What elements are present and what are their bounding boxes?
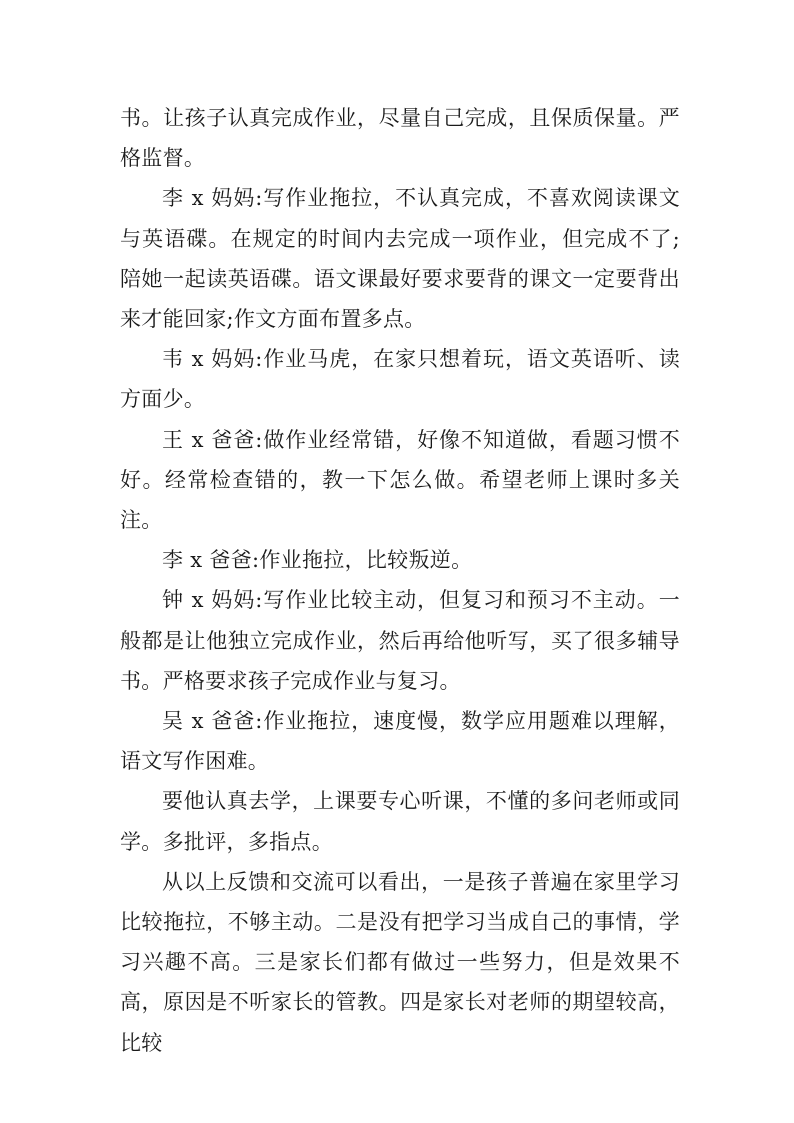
paragraph-4: 王 x 爸爸:做作业经常错，好像不知道做，看题习惯不好。经常检查错的，教一下怎么做。希望老师上课时多关注。 (120, 427, 680, 533)
document-body (120, 98, 680, 1063)
paragraph-2: 李 x 妈妈:写作业拖拉，不认真完成，不喜欢阅读课文与英语碟。在规定的时间内去完成一项作业，但完成不了;陪她一起读英语碟。语文课最好要求要背的课文一定要背出来才能回家;作文方面布置多点。 (120, 186, 680, 332)
paragraph-7: 吴 x 爸爸:作业拖拉，速度慢，数学应用题难以理解，语文写作困难。 (120, 709, 680, 774)
paragraph-9: 从以上反馈和交流可以看出，一是孩子普遍在家里学习比较拖拉，不够主动。二是没有把学习当成自己的事情，学习兴趣不高。三是家长们都有做过一些努力，但是效果不高，原因是不听家长的管教。四是家长对老师的期望较高，比较 (120, 869, 680, 1055)
paragraph-8: 要他认真去学，上课要专心听课，不懂的多问老师或同学。多批评，多指点。 (120, 789, 680, 854)
paragraph-3: 韦 x 妈妈:作业马虎，在家只想着玩，语文英语听、读方面少。 (120, 347, 680, 412)
paragraph-5: 李 x 爸爸:作业拖拉，比较叛逆。 (162, 548, 473, 573)
paragraph-6: 钟 x 妈妈:写作业比较主动，但复习和预习不主动。一般都是让他独立完成作业，然后再给他听写，买了很多辅导书。严格要求孩子完成作业与复习。 (120, 588, 680, 693)
paragraph-1: 书。让孩子认真完成作业，尽量自己完成，且保质保量。严格监督。 (120, 106, 680, 171)
